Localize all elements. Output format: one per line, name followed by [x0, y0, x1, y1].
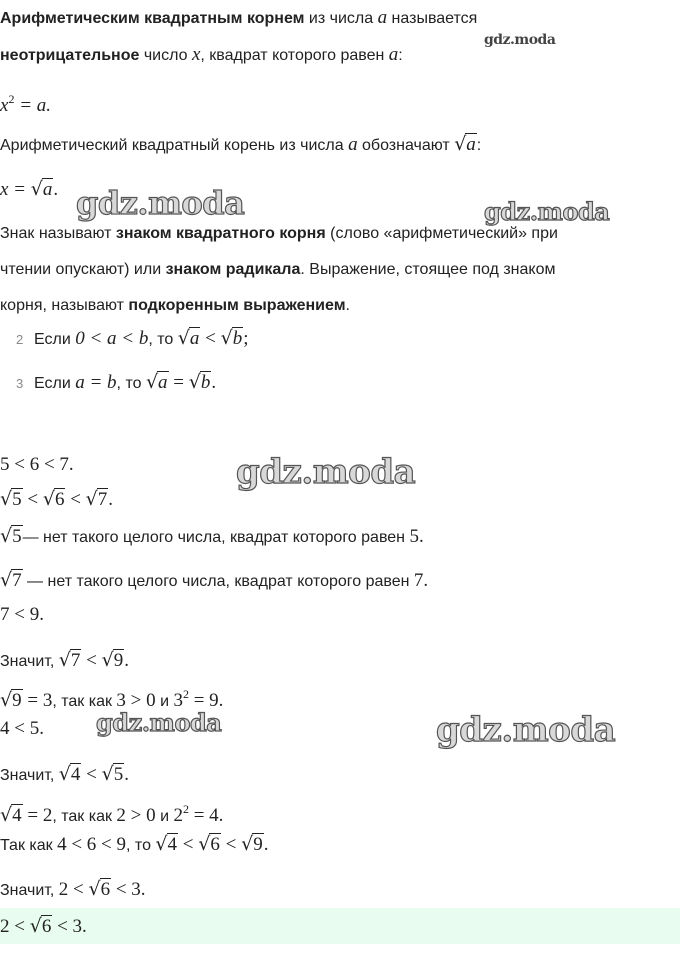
- sol-line-1: 5 < 6 < 7.: [0, 454, 74, 475]
- watermark: gdz.moda: [436, 710, 616, 750]
- sol-line-2: √5 < √6 < √7.: [0, 488, 114, 510]
- watermark: gdz.moda: [484, 32, 556, 48]
- watermark: gdz.moda: [236, 452, 416, 492]
- sol-line-12: Значит, 2 < √6 < 3.: [0, 878, 146, 900]
- watermark: gdz.moda: [76, 184, 245, 222]
- notation-line: Арифметический квадратный корень из числа a обозначают √a:: [0, 133, 482, 155]
- term-bold: Арифметическим квадратным корнем: [0, 10, 305, 27]
- watermark: gdz.moda: [96, 708, 222, 737]
- sign-line-3: корня, называют подкоренным выражением.: [0, 297, 350, 314]
- equation-x-squared: $x^2 = a$.: [0, 92, 52, 116]
- sol-line-8: 4 < 5.: [0, 718, 44, 739]
- sol-line-10: √4 = 2, так как 2 > 0 и $2^2 = 4$.: [0, 802, 224, 826]
- sol-line-3: √5— нет такого целого числа, квадрат которого равен 5.: [0, 525, 424, 547]
- sol-line-11: Так как 4 < 6 < 9, то √4 < √6 < √9.: [0, 833, 269, 855]
- sol-line-9: Значит, √4 < √5.: [0, 763, 129, 785]
- equation-x-sqrt-a: x = √a.: [0, 178, 59, 200]
- answer-highlight: [0, 908, 680, 944]
- sign-line-1: Знак называют знаком квадратного корня (слово «арифметический» при: [0, 225, 558, 242]
- watermark: gdz.moda: [484, 197, 610, 226]
- sqrt-a: √a: [454, 133, 476, 155]
- sol-line-6: Значит, √7 < √9.: [0, 649, 129, 671]
- property-3: 3 Если a = b, то √a = √b.: [16, 371, 217, 393]
- sign-line-2: чтении опускают) или знаком радикала. Выражение, стоящее под знаком: [0, 261, 556, 278]
- sol-line-7: √9 = 3, так как 3 > 0 и $3^2 = 9$.: [0, 687, 224, 711]
- final-answer: 2 < √6 < 3.: [0, 915, 87, 937]
- sol-line-5: 7 < 9.: [0, 604, 44, 625]
- definition-line-2: неотрицательное число x, квадрат которого равен a:: [0, 44, 403, 65]
- definition-line-1: Арифметическим квадратным корнем из числа a называется: [0, 7, 478, 28]
- property-2: 2 Если 0 < a < b, то √a < √b;: [16, 327, 249, 349]
- sol-line-4: √7 — нет такого целого числа, квадрат которого равен 7.: [0, 569, 429, 591]
